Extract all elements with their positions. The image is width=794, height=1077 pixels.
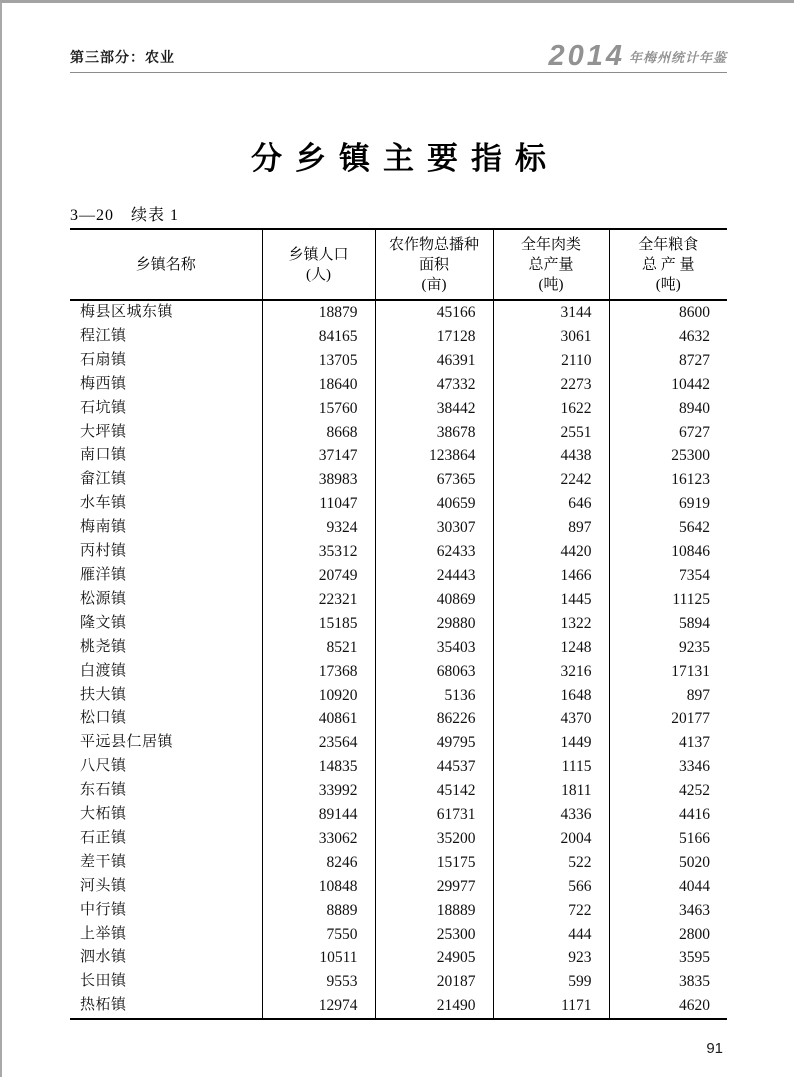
- population-cell: 20749: [262, 564, 375, 588]
- sown-area-cell: 38678: [375, 421, 493, 445]
- grain-output-cell: 4416: [609, 803, 727, 827]
- table-row: [70, 827, 727, 851]
- population-cell: 8889: [262, 899, 375, 923]
- page-number: 91: [706, 1040, 723, 1058]
- township-name-cell: 平远县仁居镇: [80, 734, 174, 751]
- header-line: 全年肉类: [520, 236, 581, 253]
- township-name-cell: 雁洋镇: [80, 566, 127, 583]
- sown-area-cell: 29880: [375, 612, 493, 636]
- header-unit: (人): [306, 266, 331, 283]
- meat-output-cell: 1445: [493, 588, 609, 612]
- sown-area-cell: 40659: [375, 492, 493, 516]
- sown-area-cell: 25300: [375, 923, 493, 947]
- meat-output-cell: 1622: [493, 397, 609, 421]
- table-row: [70, 349, 727, 373]
- grain-output-cell: 3595: [609, 946, 727, 970]
- meat-output-cell: 646: [493, 492, 609, 516]
- population-cell: 9324: [262, 516, 375, 540]
- meat-output-cell: 1811: [493, 779, 609, 803]
- header-unit: (吨): [538, 276, 564, 293]
- population-cell: 10848: [262, 875, 375, 899]
- population-cell: 14835: [262, 755, 375, 779]
- meat-output-cell: 897: [493, 516, 609, 540]
- sown-area-cell: 68063: [375, 660, 493, 684]
- grain-output-cell: 17131: [609, 660, 727, 684]
- grain-output-cell: 6727: [609, 421, 727, 445]
- township-name-cell: 梅西镇: [80, 375, 127, 392]
- sown-area-cell: 21490: [375, 994, 493, 1019]
- sown-area-cell: 17128: [375, 325, 493, 349]
- population-cell: 23564: [262, 731, 375, 755]
- grain-output-cell: 4632: [609, 325, 727, 349]
- header-unit: (亩): [421, 276, 447, 293]
- sown-area-cell: 38442: [375, 397, 493, 421]
- grain-output-cell: 10442: [609, 373, 727, 397]
- meat-output-cell: 1466: [493, 564, 609, 588]
- township-name-cell: 石正镇: [80, 829, 127, 846]
- table-row: [70, 803, 727, 827]
- grain-output-cell: 3346: [609, 755, 727, 779]
- meat-output-cell: 2551: [493, 421, 609, 445]
- table-row: [70, 707, 727, 731]
- header-unit: (吨): [655, 276, 681, 293]
- sown-area-cell: 20187: [375, 970, 493, 994]
- table-row: [70, 970, 727, 994]
- township-name-cell: 上举镇: [80, 925, 127, 942]
- township-name-cell: 程江镇: [80, 327, 127, 344]
- meat-output-cell: 3061: [493, 325, 609, 349]
- population-cell: 15185: [262, 612, 375, 636]
- sown-area-cell: 5136: [375, 684, 493, 708]
- population-cell: 13705: [262, 349, 375, 373]
- population-cell: 8246: [262, 851, 375, 875]
- table-row: [70, 899, 727, 923]
- header-line: 总产量: [528, 256, 574, 273]
- header-line: 全年粮食: [638, 236, 699, 253]
- township-name-cell: 隆文镇: [80, 614, 127, 631]
- meat-output-cell: 2242: [493, 468, 609, 492]
- population-cell: 8668: [262, 421, 375, 445]
- meat-output-cell: 1171: [493, 994, 609, 1019]
- table-row: [70, 875, 727, 899]
- sown-area-cell: 24443: [375, 564, 493, 588]
- table-row: [70, 564, 727, 588]
- table-header-row: [70, 229, 727, 300]
- township-name-cell: 差干镇: [80, 853, 127, 870]
- meat-output-cell: 522: [493, 851, 609, 875]
- grain-output-cell: 8600: [609, 300, 727, 325]
- township-name-cell: 石扇镇: [80, 351, 127, 368]
- table-row: [70, 755, 727, 779]
- table-row: [70, 731, 727, 755]
- table-row: [70, 612, 727, 636]
- meat-output-cell: 4420: [493, 540, 609, 564]
- header-line: 面积: [418, 256, 449, 273]
- township-name-cell: 石坑镇: [80, 399, 127, 416]
- meat-output-cell: 722: [493, 899, 609, 923]
- sown-area-cell: 24905: [375, 946, 493, 970]
- sown-area-cell: 86226: [375, 707, 493, 731]
- township-name-cell: 东石镇: [80, 782, 127, 799]
- township-name-cell: 南口镇: [80, 447, 127, 464]
- township-name-cell: 河头镇: [80, 877, 127, 894]
- meat-output-cell: 3144: [493, 300, 609, 325]
- population-cell: 40861: [262, 707, 375, 731]
- township-name-cell: 水车镇: [80, 495, 127, 512]
- population-cell: 22321: [262, 588, 375, 612]
- table-row: [70, 421, 727, 445]
- township-name-cell: 白渡镇: [80, 662, 127, 679]
- township-name-cell: 中行镇: [80, 901, 127, 918]
- grain-output-cell: 4044: [609, 875, 727, 899]
- meat-output-cell: 4370: [493, 707, 609, 731]
- grain-output-cell: 20177: [609, 707, 727, 731]
- grain-output-cell: 2800: [609, 923, 727, 947]
- table-row: [70, 684, 727, 708]
- col-header-sown-area: [375, 229, 493, 300]
- sown-area-cell: 45166: [375, 300, 493, 325]
- township-name-cell: 松口镇: [80, 710, 127, 727]
- sown-area-cell: 46391: [375, 349, 493, 373]
- township-name-cell: 泗水镇: [80, 949, 127, 966]
- table-row: [70, 325, 727, 349]
- table-row: [70, 779, 727, 803]
- population-cell: 12974: [262, 994, 375, 1019]
- table-row: [70, 946, 727, 970]
- township-indicators-table: [70, 228, 727, 1020]
- grain-output-cell: 9235: [609, 636, 727, 660]
- header-line: 乡镇人口: [288, 246, 349, 263]
- table-row: [70, 636, 727, 660]
- sown-area-cell: 40869: [375, 588, 493, 612]
- table-row: [70, 588, 727, 612]
- population-cell: 11047: [262, 492, 375, 516]
- meat-output-cell: 1449: [493, 731, 609, 755]
- population-cell: 18879: [262, 300, 375, 325]
- meat-output-cell: 2110: [493, 349, 609, 373]
- page-content: [70, 40, 727, 1058]
- grain-output-cell: 4252: [609, 779, 727, 803]
- table-header: [70, 229, 727, 300]
- table-row: [70, 516, 727, 540]
- table-row: [70, 492, 727, 516]
- township-name-cell: 扶大镇: [80, 686, 127, 703]
- grain-output-cell: 897: [609, 684, 727, 708]
- grain-output-cell: 6919: [609, 492, 727, 516]
- meat-output-cell: 599: [493, 970, 609, 994]
- township-name-cell: 桃尧镇: [80, 638, 127, 655]
- col-header-population: [262, 229, 375, 300]
- table-row: [70, 994, 727, 1019]
- sown-area-cell: 29977: [375, 875, 493, 899]
- population-cell: 10511: [262, 946, 375, 970]
- population-cell: 89144: [262, 803, 375, 827]
- township-name-cell: 八尺镇: [80, 758, 127, 775]
- yearbook-logo-title: 年梅州统计年鉴: [628, 50, 727, 65]
- population-cell: 15760: [262, 397, 375, 421]
- table-row: [70, 468, 727, 492]
- table-body: [70, 300, 727, 1019]
- table-row: [70, 851, 727, 875]
- township-name-cell: 丙村镇: [80, 543, 127, 560]
- header-line: 农作物总播种: [388, 236, 479, 253]
- meat-output-cell: 566: [493, 875, 609, 899]
- grain-output-cell: 8727: [609, 349, 727, 373]
- header-line: 总 产 量: [641, 256, 695, 273]
- sown-area-cell: 47332: [375, 373, 493, 397]
- township-name-cell: 长田镇: [80, 973, 127, 990]
- sown-area-cell: 44537: [375, 755, 493, 779]
- yearbook-logo: [548, 40, 727, 72]
- sown-area-cell: 18889: [375, 899, 493, 923]
- township-name-cell: 松源镇: [80, 590, 127, 607]
- col-header-grain-output: [609, 229, 727, 300]
- sown-area-cell: 62433: [375, 540, 493, 564]
- header-line: 乡镇名称: [135, 256, 196, 273]
- grain-output-cell: 4137: [609, 731, 727, 755]
- sown-area-cell: 35200: [375, 827, 493, 851]
- grain-output-cell: 25300: [609, 444, 727, 468]
- population-cell: 84165: [262, 325, 375, 349]
- table-number-label: 3—20 续表 1: [70, 207, 180, 224]
- meat-output-cell: 1648: [493, 684, 609, 708]
- population-cell: 10920: [262, 684, 375, 708]
- grain-output-cell: 5020: [609, 851, 727, 875]
- meat-output-cell: 1248: [493, 636, 609, 660]
- meat-output-cell: 4438: [493, 444, 609, 468]
- page-title: 分乡镇主要指标: [251, 141, 559, 176]
- section-label: 第三部分：农业: [70, 49, 175, 65]
- sown-area-cell: 45142: [375, 779, 493, 803]
- township-name-cell: 畲江镇: [80, 471, 127, 488]
- sown-area-cell: 30307: [375, 516, 493, 540]
- grain-output-cell: 16123: [609, 468, 727, 492]
- table-row: [70, 397, 727, 421]
- meat-output-cell: 3216: [493, 660, 609, 684]
- sown-area-cell: 49795: [375, 731, 493, 755]
- population-cell: 17368: [262, 660, 375, 684]
- grain-output-cell: 3835: [609, 970, 727, 994]
- running-header: [70, 40, 727, 73]
- population-cell: 33062: [262, 827, 375, 851]
- grain-output-cell: 5642: [609, 516, 727, 540]
- township-name-cell: 梅县区城东镇: [80, 304, 174, 320]
- grain-output-cell: 7354: [609, 564, 727, 588]
- table-row: [70, 444, 727, 468]
- sown-area-cell: 35403: [375, 636, 493, 660]
- meat-output-cell: 923: [493, 946, 609, 970]
- table-row: [70, 373, 727, 397]
- grain-output-cell: 8940: [609, 397, 727, 421]
- population-cell: 8521: [262, 636, 375, 660]
- meat-output-cell: 1322: [493, 612, 609, 636]
- meat-output-cell: 1115: [493, 755, 609, 779]
- meat-output-cell: 444: [493, 923, 609, 947]
- sown-area-cell: 67365: [375, 468, 493, 492]
- township-name-cell: 大柘镇: [80, 806, 127, 823]
- grain-output-cell: 11125: [609, 588, 727, 612]
- sown-area-cell: 123864: [375, 444, 493, 468]
- meat-output-cell: 2004: [493, 827, 609, 851]
- township-name-cell: 大坪镇: [80, 423, 127, 440]
- table-row: [70, 660, 727, 684]
- grain-output-cell: 4620: [609, 994, 727, 1019]
- table-row: [70, 300, 727, 325]
- township-name-cell: 热柘镇: [80, 997, 127, 1014]
- table-row: [70, 540, 727, 564]
- township-name-cell: 梅南镇: [80, 519, 127, 536]
- grain-output-cell: 3463: [609, 899, 727, 923]
- col-header-meat-output: [493, 229, 609, 300]
- meat-output-cell: 4336: [493, 803, 609, 827]
- population-cell: 33992: [262, 779, 375, 803]
- population-cell: 18640: [262, 373, 375, 397]
- grain-output-cell: 5894: [609, 612, 727, 636]
- grain-output-cell: 5166: [609, 827, 727, 851]
- col-header-township-name: [70, 229, 262, 300]
- yearbook-logo-year: 2014: [548, 40, 625, 72]
- sown-area-cell: 15175: [375, 851, 493, 875]
- sown-area-cell: 61731: [375, 803, 493, 827]
- table-row: [70, 923, 727, 947]
- meat-output-cell: 2273: [493, 373, 609, 397]
- population-cell: 7550: [262, 923, 375, 947]
- population-cell: 37147: [262, 444, 375, 468]
- population-cell: 38983: [262, 468, 375, 492]
- population-cell: 9553: [262, 970, 375, 994]
- population-cell: 35312: [262, 540, 375, 564]
- grain-output-cell: 10846: [609, 540, 727, 564]
